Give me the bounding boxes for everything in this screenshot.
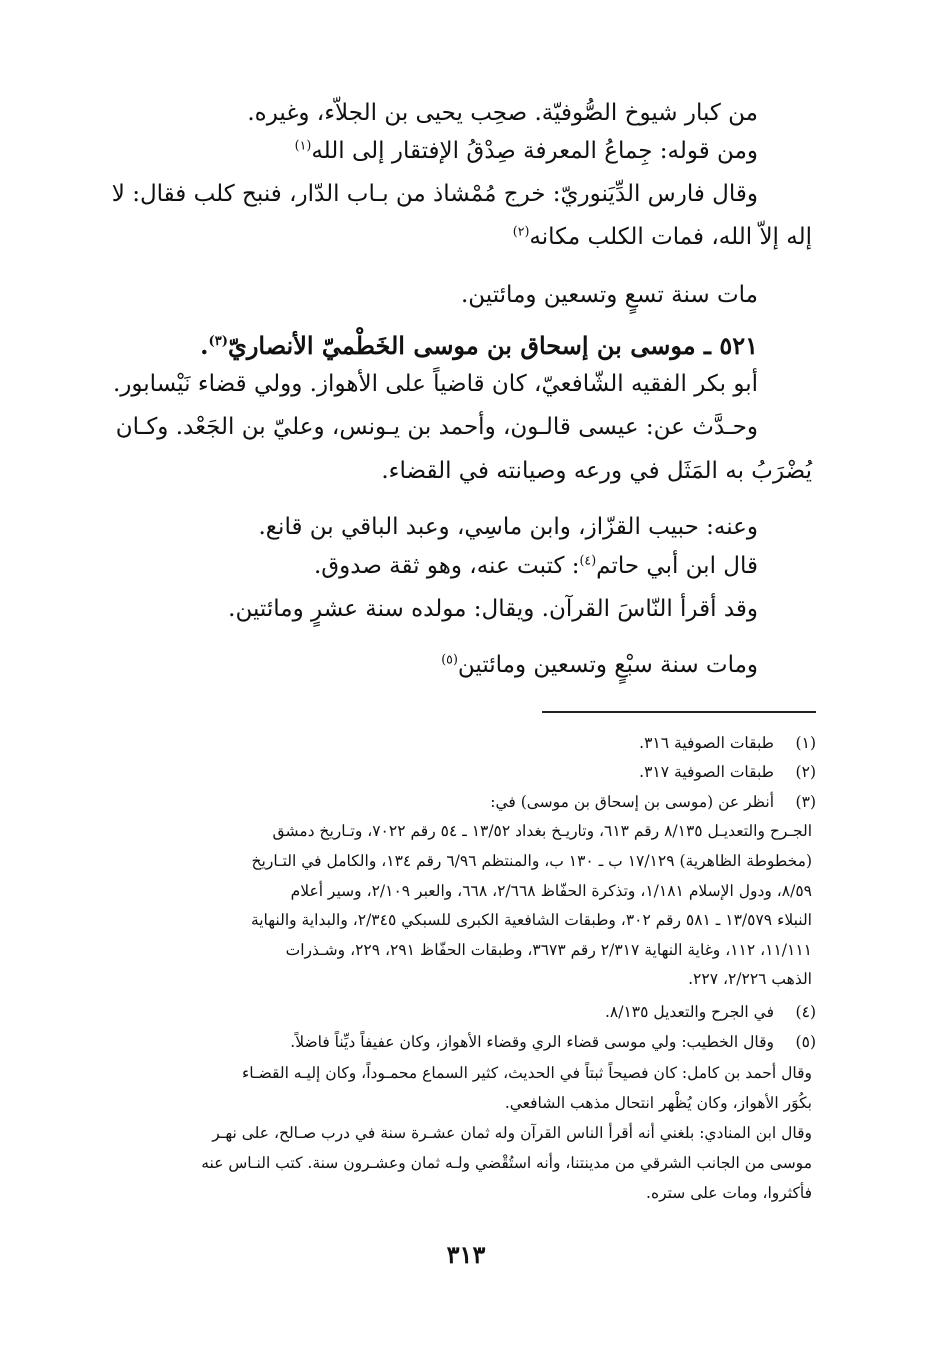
footnote-5-line-4 — [212, 1124, 812, 1143]
footnote-text: فأكثروا، ومات على ستره. — [646, 1184, 812, 1202]
footnote-ref: (٣) — [208, 334, 229, 349]
entry-line-6 — [228, 596, 758, 624]
footnote-text: النبلاء ١٣/٥٧٩ ـ ٥٨١ رقم ٣٠٢، وطبقات الشافعية الكبرى للسبكي ٢/٣٤٥، والبداية والنهاية — [250, 911, 812, 929]
footnote-number: (٣) — [795, 793, 816, 811]
footnote-4 — [605, 1003, 774, 1022]
footnote-3-line-6 — [286, 941, 812, 960]
footnote-5-line-6 — [646, 1184, 812, 1203]
body-line-1 — [247, 100, 758, 128]
entry-title — [200, 332, 758, 361]
footnote-text: طبقات الصوفية ٣١٦. — [639, 734, 774, 752]
footnote-3-line-7 — [688, 970, 812, 989]
body-line-5 — [461, 282, 758, 310]
entry-line-text: يُضْرَبُ به المَثَل في ورعه وصيانته في القضاء. — [381, 458, 812, 484]
entry-line-text: وقد أقرأ النّاسَ القرآن. ويقال: مولده سنة عشرٍ ومائتين. — [228, 596, 758, 622]
body-line-text: إله إلاّ الله، فمات الكلب مكانه — [529, 224, 812, 250]
body-line-2 — [295, 138, 758, 166]
footnote-text: طبقات الصوفية ٣١٧. — [639, 763, 774, 781]
body-line-text: مات سنة تسعٍ وتسعين ومائتين. — [460, 282, 758, 308]
footnote-text: الجـرح والتعديـل ٨/١٣٥ رقم ٦١٣، وتاريـخ بغداد ١٣/٥٢ ـ ٥٤ رقم ٧٠٢٢، وتـاريخ دمشق — [272, 822, 812, 840]
footnote-2 — [639, 763, 774, 782]
footnote-3-line-4 — [291, 882, 812, 901]
footnote-ref: (٤) — [579, 552, 597, 568]
footnote-3-line-3 — [252, 852, 812, 871]
footnote-text: (مخطوطة الظاهرية) ١٧/١٢٩ ب ـ ١٣٠ ب، والمنتظم ٦/٩٦ رقم ١٣٤، والكامل في التـاريخ — [251, 852, 812, 870]
footnote-number: (٢) — [795, 763, 816, 781]
footnote-3-line-2 — [273, 822, 812, 841]
footnote-text: وقال الخطيب: ولي موسى قضاء الري وقضاء الأهواز، وكان عفيفاً ديِّناً فاضلاً. — [290, 1033, 774, 1051]
footnote-text: بكُوَر الأهواز، وكان يُظْهر انتحال مذهب الشافعي. — [504, 1094, 812, 1112]
page-number: ٣١٣ — [446, 1240, 486, 1269]
body-line-4 — [513, 224, 812, 252]
body-line-text: ومن قوله: جِماعُ المعرفة صِدْقُ الإفتقار إلى الله — [311, 138, 758, 164]
footnote-text: ٨/٥٩، ودول الإسلام ١/١٨١، وتذكرة الحفّاظ ٢/٦٦٨، ٦٦٨، والعبر ٢/١٠٩، وسير أعلام — [290, 882, 812, 900]
entry-title-end: . — [200, 331, 209, 360]
entry-line-text: وحـدَّث عن: عيسى قالـون، وأحمد بن يـونس، وعليّ بن الجَعْد. وكـان — [115, 414, 758, 440]
entry-line-text: وعنه: حبيب القزّاز، وابن ماسِي، وعبد الباقي بن قانع. — [258, 514, 758, 540]
entry-line-4 — [259, 514, 759, 542]
footnote-text: وقال ابن المنادي: بلغني أنه أقرأ الناس القرآن وله ثمان عشـرة سنة في درب صـالح، على نهـر — [212, 1124, 812, 1142]
footnote-ref: (٥) — [441, 651, 458, 667]
footnote-5-line-1 — [290, 1033, 774, 1052]
footnote-5-line-5 — [201, 1154, 812, 1173]
footnote-text: أنظر عن (موسى بن إسحاق بن موسى) في: — [490, 793, 774, 811]
footnote-1 — [639, 734, 774, 753]
footnote-text: في الجرح والتعديل ٨/١٣٥. — [604, 1003, 774, 1021]
footnote-text: الذهب ٢/٢٢٦، ٢٢٧. — [688, 970, 812, 988]
entry-line-1 — [113, 371, 758, 399]
entry-line-7 — [441, 652, 758, 680]
entry-line-text: قال ابن أبي حاتم — [596, 553, 758, 579]
footnote-text: موسى من الجانب الشرقي من مدينتنا، وأنه استُقْضي ولـه ثمان وعشـرون سنة. كتب النـاس عنه — [201, 1154, 812, 1172]
body-line-text: وقال فارس الدِّيَنوريّ: خرج مُمْشاذ من بـاب الدّار، فنبح كلب فقال: لا — [111, 181, 758, 207]
footnote-ref: (٢) — [512, 223, 530, 239]
footnote-divider — [542, 711, 816, 713]
body-line-text: من كبار شيوخ الصُّوفيّة. صحِب يحيى بن الجلاّء، وغيره. — [247, 100, 758, 126]
entry-line-2 — [116, 414, 758, 442]
entry-line-text: : كتبت عنه، وهو ثقة صدوق. — [313, 553, 580, 579]
body-line-3 — [112, 181, 758, 209]
footnote-5-line-3 — [505, 1094, 812, 1113]
footnote-3-line-1 — [490, 793, 774, 812]
entry-title-text: ٥٢١ ـ موسى بن إسحاق بن موسى الخَطْميّ الأنصاريّ — [228, 331, 758, 360]
entry-line-text: ومات سنة سبْعٍ وتسعين ومائتين — [457, 652, 758, 678]
footnote-text: وقال أحمد بن كامل: كان فصيحاً ثبتاً في الحديث، كثير السماع محمـوداً، وكان إليـه القضـاء — [242, 1064, 812, 1082]
footnote-5-line-2 — [242, 1064, 812, 1083]
footnote-ref: (١) — [294, 137, 312, 153]
footnote-number: (٥) — [795, 1033, 816, 1051]
entry-line-text: أبو بكر الفقيه الشّافعيّ، كان قاضياً على الأهواز. وولي قضاء نَيْسابور. — [112, 371, 758, 397]
footnote-number: (١) — [795, 734, 816, 752]
entry-line-3 — [381, 458, 812, 486]
footnote-text: ١١/١١١، ١١٢، وغاية النهاية ٢/٣١٧ رقم ٣٦٧٣، وطبقات الحفّاظ ٢٩١، ٢٢٩، وشـذرات — [285, 941, 812, 959]
footnote-number: (٤) — [795, 1003, 816, 1021]
footnote-3-line-5 — [251, 911, 812, 930]
entry-line-5 — [314, 553, 758, 581]
